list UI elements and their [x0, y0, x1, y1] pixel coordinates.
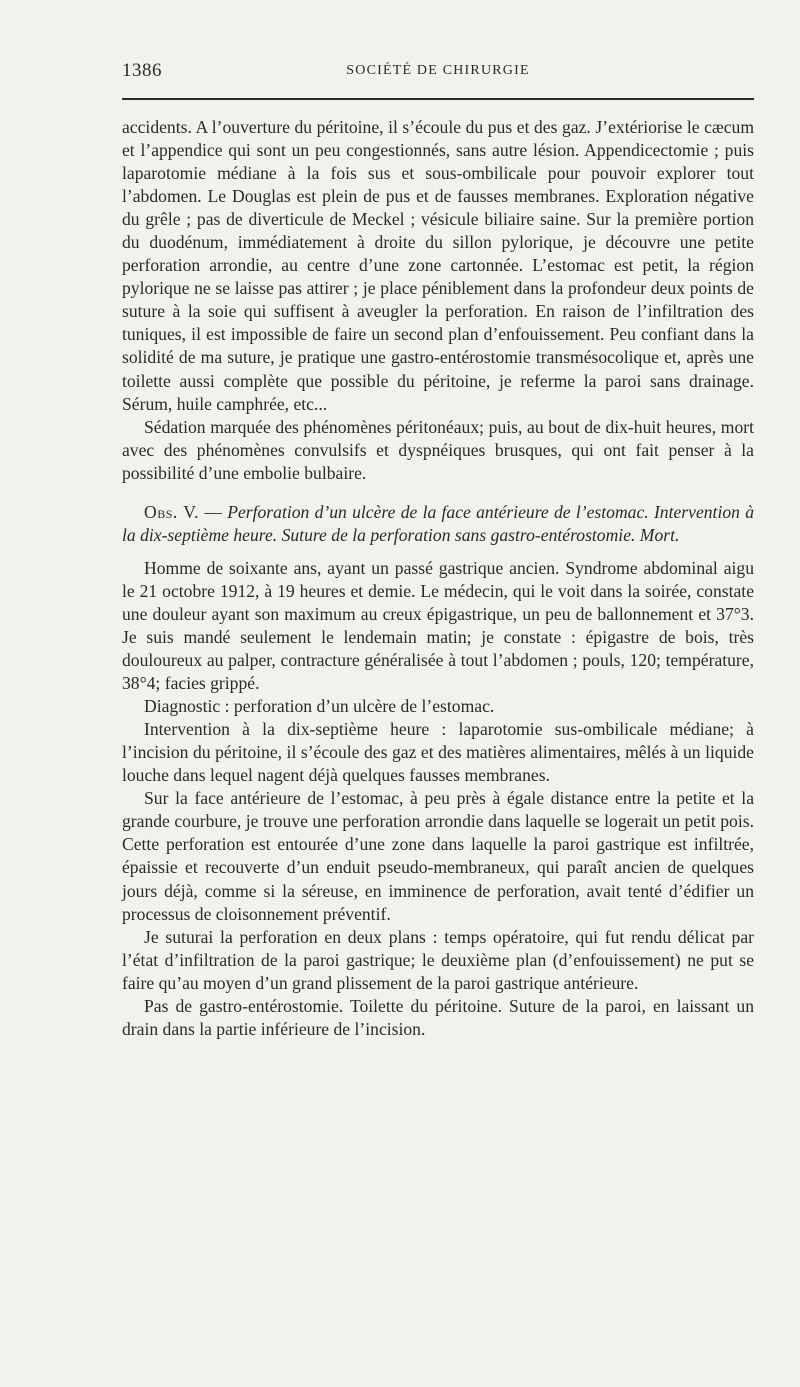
paragraph-diagnostic: Diagnostic : perforation d’un ulcère de l’estomac. — [144, 696, 495, 717]
observation-dash: — — [199, 501, 228, 522]
paragraph-continued: accidents. A l’ouverture du péritoine, il s’écoule du pus et des gaz. J’extériorise le cæcum et l’appendice qui sont un peu congestionnés, sans autre lésion. Appendicectomie ; puis laparotomie médiane à la fois sus et sous-ombilicale pour pouvoir explorer tout l’abdomen. Le Douglas est plein de pus et de fausses membranes. Exploration négative du grêle ; pas de diverticule de Meckel ; vésicule biliaire saine. Sur la première portion du duodénum, immédiatement à droite du sillon pylorique, je découvre une petite perforation arrondie, au centre d’une zone cartonnée. L’estomac est petit, la région pylorique ne se laisse pas attirer ; je place péniblement dans la profondeur deux points de suture à la soie qui suffisent à aveugler la perforation. En raison de l’infiltration des tuniques, il est impossible de faire un second plan d’enfouissement. Peu confiant dans la solidité de ma suture, je pratique une gastro-entérostomie transmésocolique et, après une toilette aussi complète que possible du péritoine, je referme la paroi sans drainage. Sérum, huile camphrée, etc... — [122, 117, 754, 414]
running-title: SOCIÉTÉ DE CHIRURGIE — [346, 63, 530, 78]
paragraph-closure: Pas de gastro-entérostomie. Toilette du péritoine. Suture de la paroi, en laissant un drain dans la partie inférieure de l’incision. — [122, 995, 754, 1039]
paragraph-findings: Sur la face antérieure de l’estomac, à peu près à égale distance entre la petite et la grande courbure, je trouve une perforation arrondie dans laquelle se logerait un petit pois. Cette perforation est entourée d’une zone dans laquelle la paroi gastrique est infiltrée, épaissie et recouverte d’un enduit pseudo-membraneux, qui paraît ancien de quelques jours déjà, comme si la séreuse, en imminence de perforation, avait tenté d’édifier un processus de cloisonnement préventif. — [122, 788, 754, 924]
paragraph-patient: Homme de soixante ans, ayant un passé gastrique ancien. Syndrome abdominal aigu le 21 octobre 1912, à 19 heures et demie. Le médecin, qui le voit dans la soirée, constate une douleur ayant son maximum au creux épigastrique, un peu de ballonnement et 37°3. Je suis mandé seulement le lendemain matin; je constate : épigastre de bois, très douloureux au palper, contracture généralisée à tout l’abdomen ; pouls, 120; température, 38°4; facies grippé. — [122, 557, 754, 694]
page-number: 1386 — [122, 60, 162, 81]
body-text — [122, 116, 754, 1041]
paragraph-sedation: Sédation marquée des phénomènes péritonéaux; puis, au bout de dix-huit heures, mort avec des phénomènes convulsifs et dyspnéiques brusques, qui ont fait penser à la possibilité d’une embolie bulbaire. — [122, 416, 754, 483]
observation-title: Perforation d’un ulcère de la face antérieure de l’estomac. Intervention à la dix-septième heure. Suture de la perforation sans gastro-entérostomie. Mort. — [122, 501, 754, 545]
paragraph-intervention: Intervention à la dix-septième heure : laparotomie sus-ombilicale médiane; à l’incision du péritoine, il s’écoule des gaz et des matières alimentaires, mêlés à un liquide louche dans lequel nagent déjà quelques fausses membranes. — [122, 719, 754, 786]
observation-label: Obs. V. — [144, 501, 200, 522]
paragraph-suture: Je suturai la perforation en deux plans : temps opératoire, qui fut rendu délicat par l’état d’infiltration de la paroi gastrique; le deuxième plan (d’enfouissement) ne put se faire qu’au moyen d’un grand plissement de la paroi gastrique antérieure. — [122, 926, 754, 993]
observation-heading — [122, 501, 754, 547]
page-header — [122, 60, 754, 86]
header-rule — [122, 98, 754, 100]
